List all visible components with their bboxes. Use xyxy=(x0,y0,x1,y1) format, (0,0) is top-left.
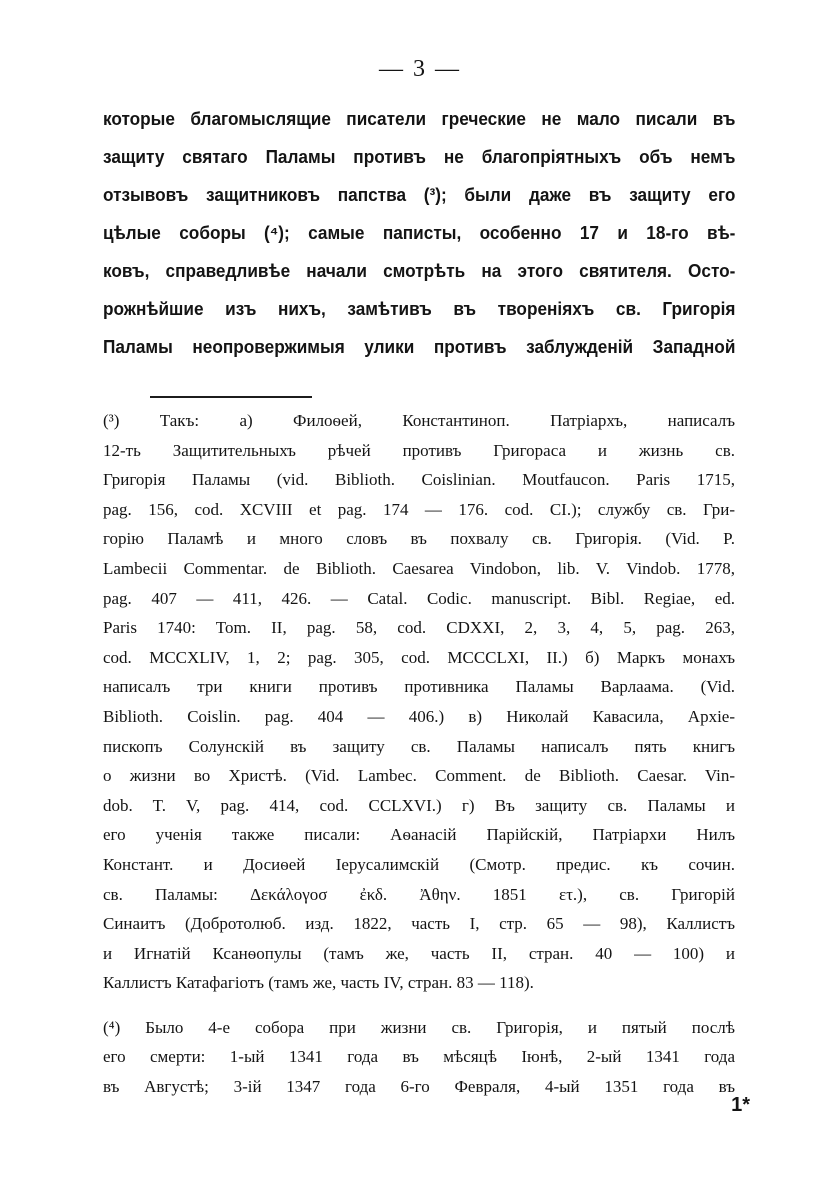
footnote-4 xyxy=(103,1013,735,1102)
footnote-line: pag. 156, cod. XCVIII et pag. 174 — 176. cod. CI.); службу св. Гри- xyxy=(103,499,735,519)
footnote-line: Каллистъ Катафагіотъ (тамъ же, часть IV, стран. 83 — 118). xyxy=(103,973,534,993)
main-paragraph xyxy=(103,100,735,366)
footnote-line: cod. MCCXLIV, 1, 2; pag. 305, cod. MCCCLXI, II.) б) Маркъ монахъ xyxy=(103,647,735,667)
paragraph-line: Паламы неопровержимыя улики противъ заблужденій Западной xyxy=(103,336,736,357)
footnote-line: въ Августѣ; 3-ій 1347 года 6-го Февраля, 4-ый 1351 года въ xyxy=(103,1077,735,1097)
footnote-line: написалъ три книги противъ противника Паламы Варлаама. (Vid. xyxy=(103,677,735,697)
paragraph-line: которые благомыслящие писатели греческие не мало писали въ xyxy=(103,108,736,129)
footnote-line: (³) Такъ: а) Филоѳей, Константиноп. Патріархъ, написалъ xyxy=(103,411,735,430)
paragraph-line: ковъ, справедливѣе начали смотрѣть на этого святителя. Осто- xyxy=(103,260,736,281)
footnote-line: Biblioth. Coislin. pag. 404 — 406.) в) Николай Кавасила, Архіе- xyxy=(103,706,735,726)
footnote-3 xyxy=(103,406,735,998)
footnote-line: Григорія Паламы (vid. Biblioth. Coislinian. Moutfaucon. Paris 1715, xyxy=(103,470,735,490)
footnote-separator xyxy=(150,396,312,398)
footnote-line: (⁴) Было 4-е собора при жизни св. Григорія, и пятый послѣ xyxy=(103,1017,735,1037)
page-number: — 3 — xyxy=(379,56,461,82)
footnote-line: его ученія также писали: Аѳанасій Парійскій, Патріархи Нилъ xyxy=(103,825,735,845)
signature-mark: 1* xyxy=(731,1094,750,1116)
footnote-line: горію Паламѣ и много словъ въ похвалу св. Григорія. (Vid. P. xyxy=(103,529,735,549)
paragraph-line: цѣлые соборы (⁴); самые паписты, особенно 17 и 18-го вѣ- xyxy=(103,222,736,243)
footnote-line: Констант. и Досиѳей Іерусалимскій (Смотр. предис. къ сочин. xyxy=(103,854,735,874)
footnote-line: Paris 1740: Tom. II, pag. 58, cod. CDXXI, 2, 3, 4, 5, pag. 263, xyxy=(103,618,735,638)
paragraph-line: защиту святаго Паламы противъ не благопріятныхъ объ немъ xyxy=(103,146,736,167)
footnote-line: о жизни во Христѣ. (Vid. Lambec. Comment. de Biblioth. Caesar. Vin- xyxy=(103,766,735,786)
paragraph-line: рожнѣйшие изъ нихъ, замѣтивъ въ твореніяхъ св. Григорія xyxy=(103,298,736,319)
footnote-spacer xyxy=(103,998,735,1013)
footnote-line: 12-ть Защитительныхъ рѣчей противъ Григораса и жизнь св. xyxy=(103,440,735,460)
footnote-line: его смерти: 1-ый 1341 года въ мѣсяцѣ Іюнѣ, 2-ый 1341 года xyxy=(103,1047,735,1067)
paragraph-line: отзывовъ защитниковъ папства (³); были даже въ защиту его xyxy=(103,184,736,205)
footnote-line: и Игнатій Ксанѳопулы (тамъ же, часть II, стран. 40 — 100) и xyxy=(103,943,735,963)
footnote-line: dob. T. V, pag. 414, cod. CCLXVI.) г) Въ защиту св. Паламы и xyxy=(103,795,735,815)
footnote-line: св. Паламы: Δεκάλογοσ ἐκδ. Ἀθην. 1851 ετ.), св. Григорій xyxy=(103,884,735,904)
footnote-line: Lambecii Commentar. de Biblioth. Caesarea Vindobon, lib. V. Vindob. 1778, xyxy=(103,558,735,578)
footnote-line: пископъ Солунскій въ защиту св. Паламы написалъ пять книгъ xyxy=(103,736,735,756)
footnote-line: pag. 407 — 411, 426. — Catal. Codic. manuscript. Bibl. Regiae, ed. xyxy=(103,588,735,608)
footnotes xyxy=(103,406,735,1102)
footnote-line: Синаитъ (Добротолюб. изд. 1822, часть I, стр. 65 — 98), Каллистъ xyxy=(103,914,735,934)
